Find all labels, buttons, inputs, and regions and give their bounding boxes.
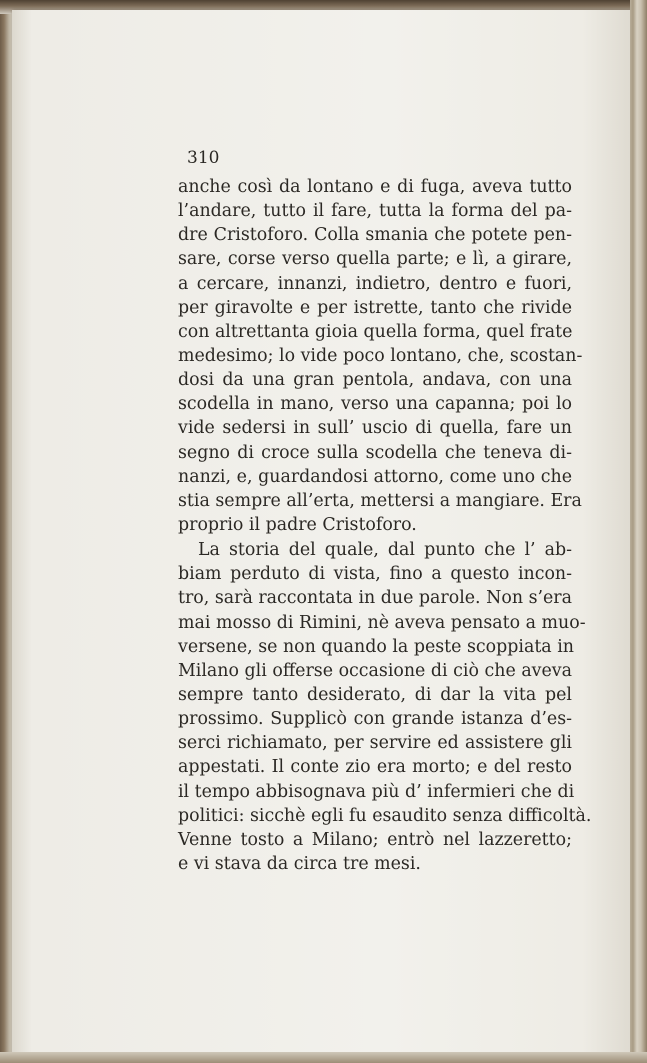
text-line: dre Cristoforo. Colla smania che potete pen- bbox=[178, 225, 572, 246]
text-line: tro, sarà raccontata in due parole. Non s’era bbox=[178, 588, 572, 609]
page-number: 310 bbox=[187, 148, 220, 168]
text-line: mai mosso di Rimini, nè aveva pensato a muo- bbox=[178, 612, 586, 633]
text-line: scodella in mano, verso una capanna; poi lo bbox=[178, 394, 572, 415]
text-line: versene, se non quando la peste scoppiata in bbox=[178, 636, 574, 657]
text-line: prossimo. Supplicò con grande istanza d’es- bbox=[178, 709, 572, 730]
text-line: l’andare, tutto il fare, tutta la forma del pa- bbox=[178, 201, 572, 222]
text-line: biam perduto di vista, fino a questo incon- bbox=[178, 564, 572, 585]
text-line: medesimo; lo vide poco lontano, che, scostan- bbox=[178, 345, 583, 366]
text-line: a cercare, innanzi, indietro, dentro e fuori, bbox=[178, 273, 572, 294]
text-line: Milano gli offerse occasione di ciò che aveva bbox=[178, 660, 572, 681]
text-line: per giravolte e per istrette, tanto che rivide bbox=[178, 297, 572, 318]
text-line: con altrettanta gioia quella forma, quel frate bbox=[178, 321, 573, 342]
text-line: sempre tanto desiderato, di dar la vita pel bbox=[178, 684, 572, 705]
book-bottom-edge bbox=[0, 1052, 647, 1063]
text-line: stia sempre all’erta, mettersi a mangiare. Era bbox=[178, 490, 582, 511]
text-line: proprio il padre Cristoforo. bbox=[178, 514, 417, 535]
text-line: il tempo abbisognava più d’ infermieri che di bbox=[178, 781, 575, 802]
paragraph-2 bbox=[178, 538, 592, 876]
text-line: e vi stava da circa tre mesi. bbox=[178, 853, 421, 874]
text-line: La storia del quale, dal punto che l’ ab- bbox=[198, 540, 572, 561]
text-line: vide sedersi in sull’ uscio di quella, fare un bbox=[178, 418, 572, 439]
text-line: appestati. Il conte zio era morto; e del resto bbox=[178, 757, 572, 778]
text-line: serci richiamato, per servire ed assistere gli bbox=[178, 733, 572, 754]
text-line: sare, corse verso quella parte; e lì, a girare, bbox=[178, 249, 572, 270]
book-fore-edge bbox=[630, 0, 647, 1063]
text-line: Venne tosto a Milano; entrò nel lazzeretto; bbox=[178, 829, 572, 850]
text-line: segno di croce sulla scodella che teneva di- bbox=[178, 442, 572, 463]
text-line: politici: sicchè egli fu esaudito senza difficoltà. bbox=[178, 805, 592, 826]
text-block bbox=[178, 148, 592, 876]
text-line: dosi da una gran pentola, andava, con una bbox=[178, 370, 572, 391]
text-line: anche così da lontano e di fuga, aveva tutto bbox=[178, 177, 572, 197]
paragraph-1 bbox=[178, 175, 583, 537]
text-line: nanzi, e, guardandosi attorno, come uno che bbox=[178, 466, 572, 487]
